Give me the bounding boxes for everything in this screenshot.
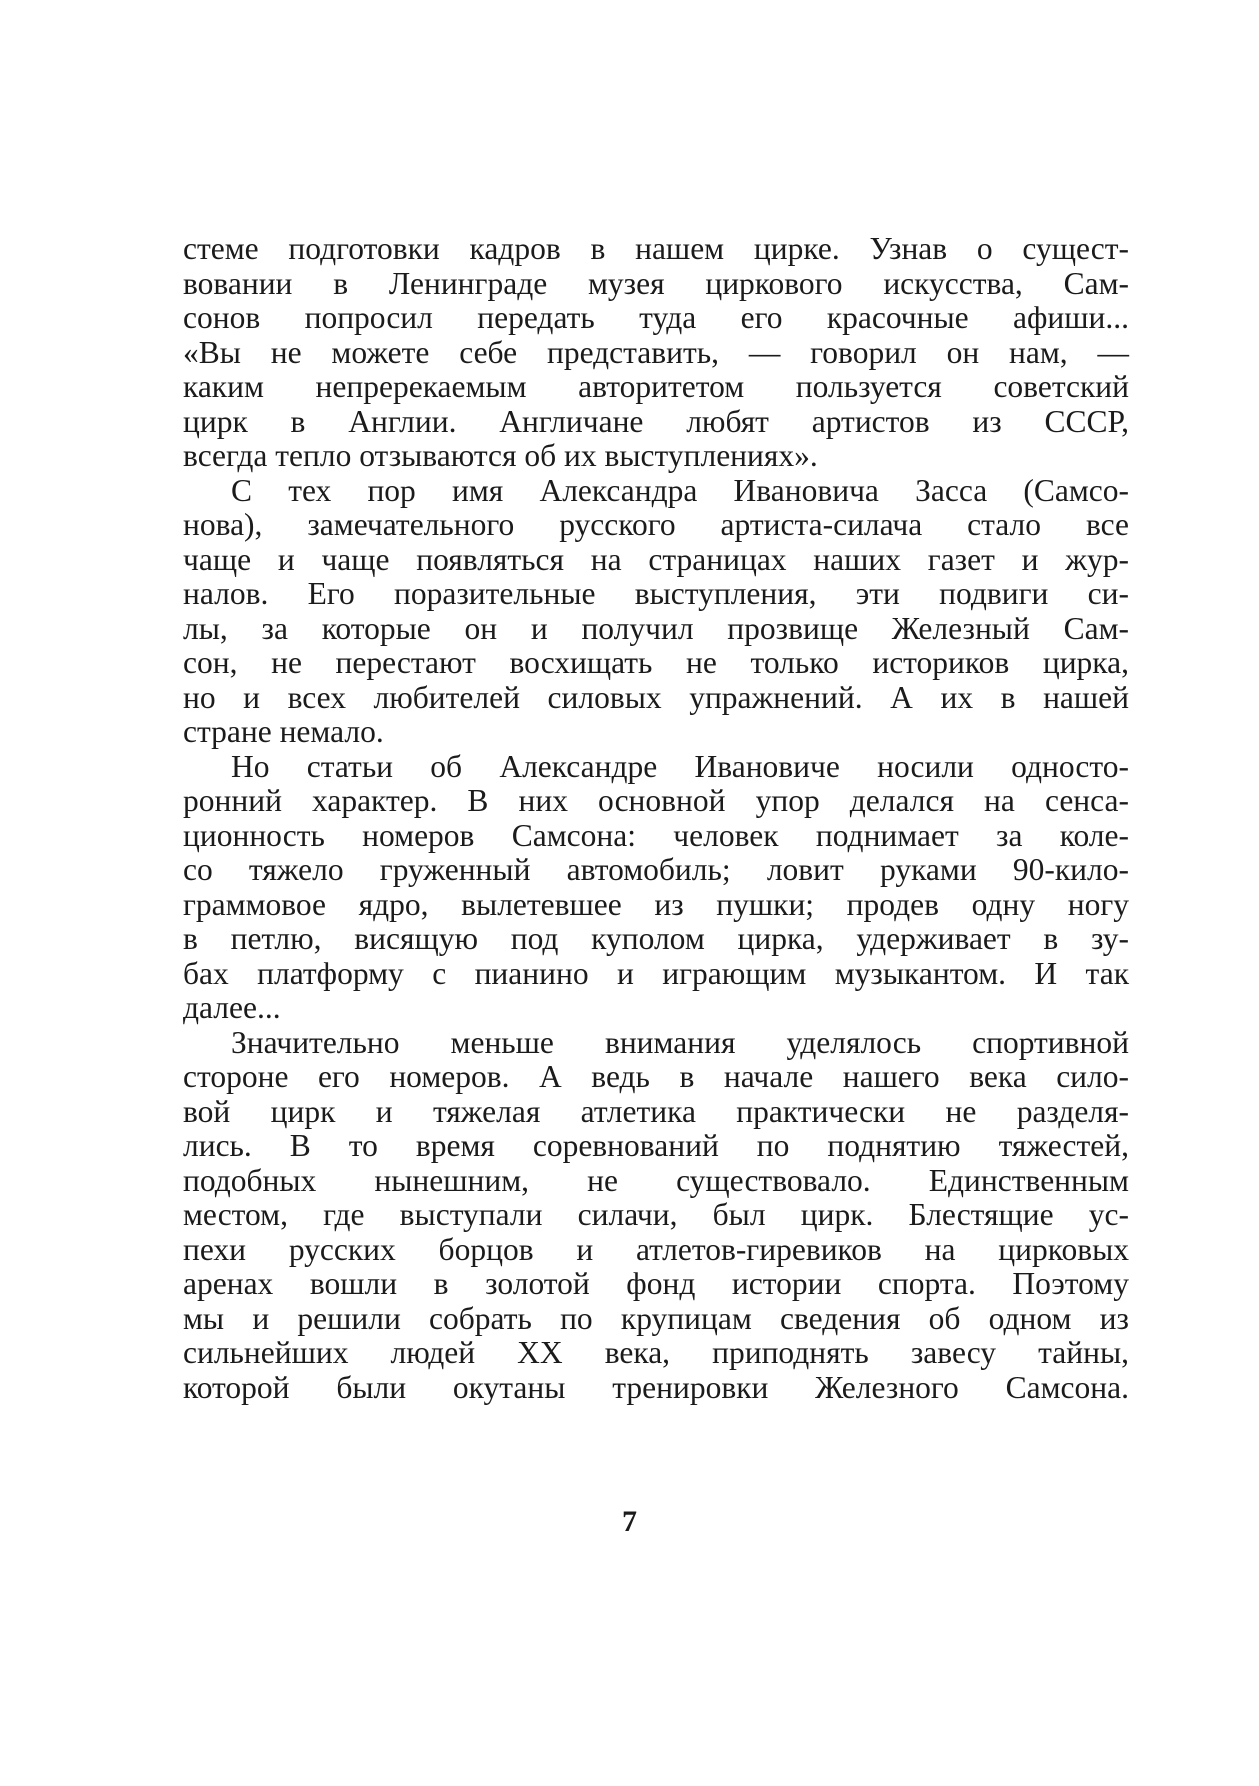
text-line: которой были окутаны тренировки Железного Самсона. (183, 1369, 1129, 1405)
body-text (183, 232, 1129, 1405)
text-line: стране немало. (183, 714, 384, 749)
text-line: со тяжело груженный автомобиль; ловит руками 90-кило- (183, 852, 1129, 887)
text-line: налов. Его поразительные выступления, эти подвиги си- (183, 576, 1129, 611)
text-line: граммовое ядро, вылетевшее из пушки; продев одну ногу (183, 886, 1129, 922)
paragraph (183, 750, 1129, 1026)
text-line: нова), замечательного русского артиста-силача стало все (183, 507, 1129, 542)
text-line: каким непререкаемым авторитетом пользуется советский (183, 369, 1129, 404)
text-line: лы, за которые он и получил прозвище Железный Сам- (183, 610, 1129, 646)
text-line: «Вы не можете себе представить, — говорил он нам, — (183, 334, 1129, 370)
text-line: пехи русских борцов и атлетов-гиревиков на цирковых (183, 1231, 1129, 1267)
paragraph (183, 232, 1129, 474)
text-line: Значительно меньше внимания уделялось спортивной (231, 1024, 1129, 1060)
paragraph (183, 474, 1129, 750)
text-line: аренах вошли в золотой фонд истории спорта. Поэтому (183, 1266, 1129, 1301)
text-line: вовании в Ленинграде музея циркового искусства, Сам- (183, 265, 1129, 301)
text-line: далее... (183, 990, 281, 1025)
text-line: сон, не перестают восхищать не только историков цирка, (183, 645, 1129, 680)
page-number: 7 (622, 1505, 637, 1538)
text-line: местом, где выступали силачи, был цирк. Блестящие ус- (183, 1197, 1129, 1232)
text-line: в петлю, висящую под куполом цирка, удерживает в зу- (183, 921, 1129, 956)
text-line: стеме подготовки кадров в нашем цирке. Узнав о сущест- (183, 231, 1129, 266)
text-line: стороне его номеров. А ведь в начале нашего века сило- (183, 1059, 1129, 1094)
text-line: ронний характер. В них основной упор делался на сенса- (183, 783, 1129, 818)
text-line: вой цирк и тяжелая атлетика практически не разделя- (183, 1093, 1129, 1129)
text-line: лись. В то время соревнований по поднятию тяжестей, (183, 1128, 1129, 1163)
text-line: но и всех любителей силовых упражнений. А их в нашей (183, 679, 1129, 715)
text-line: ционность номеров Самсона: человек поднимает за коле- (183, 817, 1129, 853)
text-line: сильнейших людей XX века, приподнять завесу тайны, (183, 1335, 1129, 1370)
text-line: мы и решили собрать по крупицам сведения об одном из (183, 1300, 1129, 1336)
text-line: чаще и чаще появляться на страницах наших газет и жур- (183, 541, 1129, 577)
text-line: бах платформу с пианино и играющим музыкантом. И так (183, 955, 1129, 991)
text-line: подобных нынешним, не существовало. Единственным (183, 1162, 1129, 1198)
text-line: Но статьи об Александре Ивановиче носили односто- (231, 748, 1129, 784)
text-line: всегда тепло отзываются об их выступлениях». (183, 438, 818, 473)
paragraph (183, 1026, 1129, 1406)
text-line: цирк в Англии. Англичане любят артистов из СССР, (183, 403, 1129, 439)
text-line: сонов попросил передать туда его красочные афиши... (183, 300, 1129, 335)
text-line: С тех пор имя Александра Ивановича Засса (Самсо- (231, 472, 1129, 508)
